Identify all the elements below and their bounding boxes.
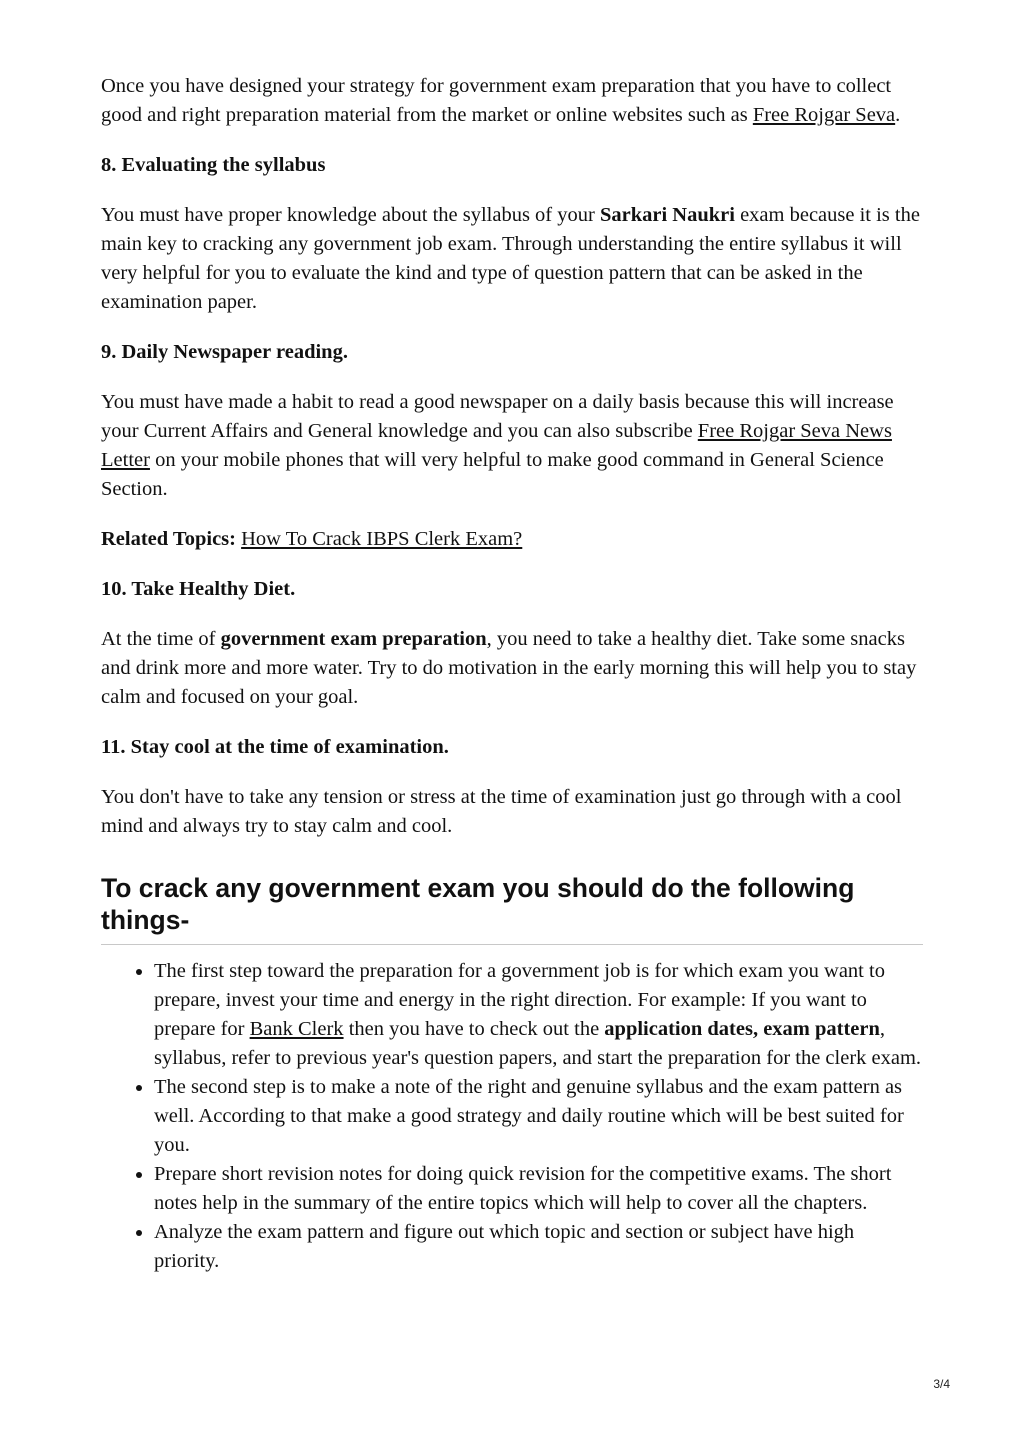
b1-text-mid: then you have to check out the (343, 1018, 605, 1040)
crack-exam-heading: To crack any government exam you should do the following things- (101, 862, 923, 945)
s9-text: You must have made a habit to read a good newspaper on a daily basis because this will increase your Current Affairs and General knowledge and you can also subscribe (101, 391, 894, 442)
related-topics-label: Related Topics: (101, 528, 236, 550)
section-8-paragraph (101, 201, 923, 317)
s10-text: At the time of (101, 628, 221, 650)
related-topics (101, 525, 923, 554)
intro-text: Once you have designed your strategy for government exam preparation that you have to collect good and right preparation material from the market or online websites such as (101, 75, 892, 126)
exam-prep-bold: government exam preparation (220, 628, 487, 650)
section-10-paragraph (101, 625, 923, 712)
newsletter-link[interactable]: Free Rojgar Seva News Letter (101, 420, 892, 471)
intro-text-end: . (895, 104, 901, 126)
section-11-heading: 11. Stay cool at the time of examination. (101, 736, 449, 758)
list-item: • Analyze the exam pattern and figure out which topic and section or subject have high priority. (154, 1218, 923, 1276)
document-page (101, 72, 923, 1276)
section-10-heading: 10. Take Healthy Diet. (101, 578, 296, 600)
bank-clerk-link[interactable]: Bank Clerk (249, 1018, 344, 1040)
s10-text-end: , you need to take a healthy diet. Take some snacks and drink more and more water. Try to do motivation in the early morning this will help you to stay calm and focused on your goal. (101, 628, 917, 708)
list-item: • The second step is to make a note of the right and genuine syllabus and the exam pattern as well. According to that make a good strategy and daily routine which will be best suited for you. (154, 1073, 923, 1160)
b1-text-end: , syllabus, refer to previous year's question papers, and start the preparation for the clerk exam. (154, 1018, 922, 1069)
sarkari-naukri-bold: Sarkari Naukri (599, 204, 735, 226)
application-dates-bold: application dates, exam pattern (604, 1018, 880, 1040)
b1-text: The first step toward the preparation for a government job is for which exam you want to prepare, invest your time and energy in the right direction. For example: If you want to prepare for (154, 960, 885, 1040)
s8-text-end: exam because it is the main key to cracking any government job exam. Through understanding the entire syllabus it will very helpful for you to evaluate the kind and type of question pattern that can be asked in the examination paper. (101, 204, 920, 313)
page-number: 3/4 (933, 1377, 950, 1391)
free-rojgar-seva-link[interactable]: Free Rojgar Seva (752, 104, 896, 126)
section-9-heading: 9. Daily Newspaper reading. (101, 341, 348, 363)
s8-text: You must have proper knowledge about the syllabus of your (101, 204, 600, 226)
intro-paragraph (101, 72, 923, 130)
s9-text-end: on your mobile phones that will very helpful to make good command in General Science Section. (101, 449, 884, 500)
list-item: • Prepare short revision notes for doing quick revision for the competitive exams. The short notes help in the summary of the entire topics which will help to cover all the chapters. (154, 1160, 923, 1218)
ibps-clerk-link[interactable]: How To Crack IBPS Clerk Exam? (241, 528, 523, 550)
tips-list (101, 957, 923, 1276)
section-9-paragraph (101, 388, 923, 504)
list-item (154, 957, 923, 1073)
section-11-paragraph: You don't have to take any tension or stress at the time of examination just go through with a cool mind and always try to stay calm and cool. (101, 786, 902, 837)
section-8-heading: 8. Evaluating the syllabus (101, 154, 326, 176)
